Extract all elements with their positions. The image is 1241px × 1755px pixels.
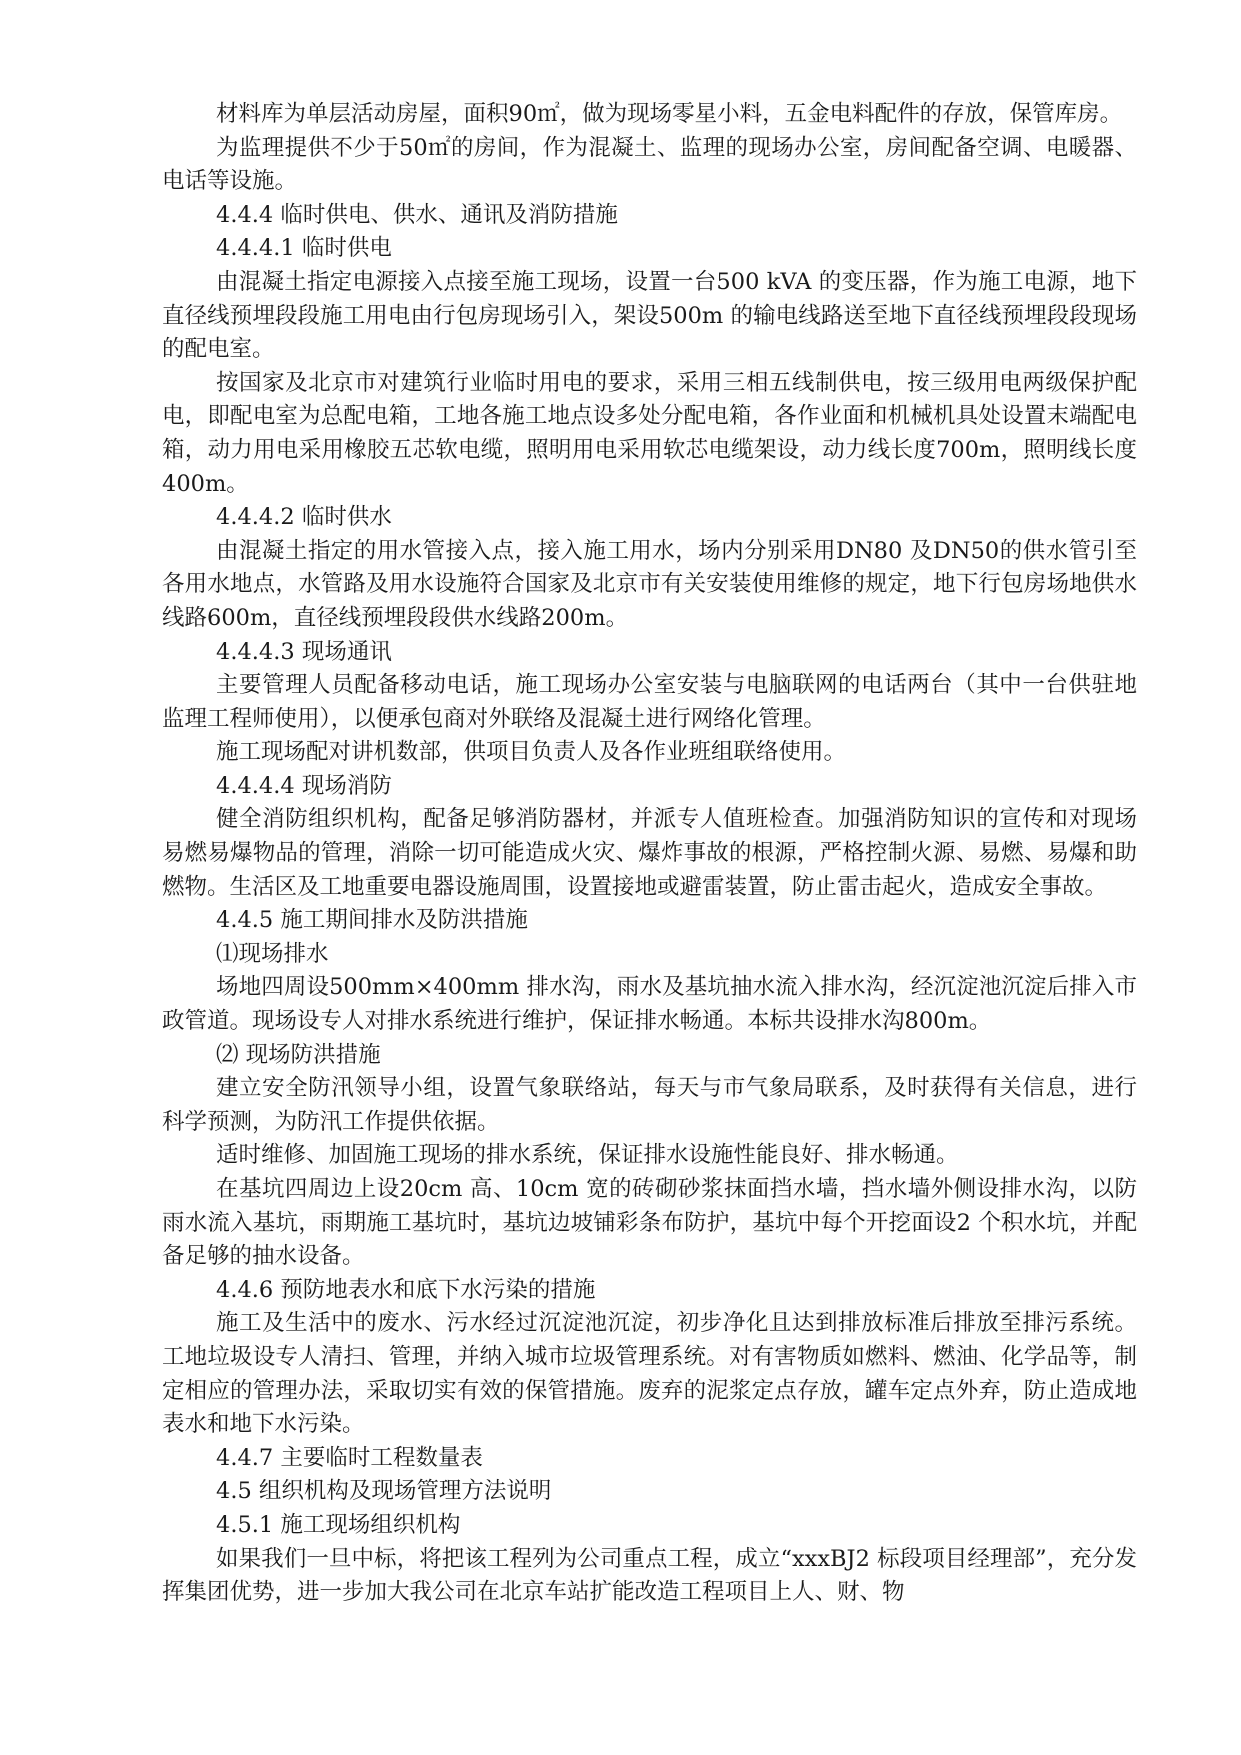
document-page xyxy=(162,98,1137,1610)
sub-heading: ⑵ 现场防洪措施 xyxy=(216,1041,381,1068)
paragraph: 适时维修、加固施工现场的排水系统，保证排水设施性能良好、排水畅通。 xyxy=(216,1142,959,1169)
section-heading: 4.4.4.4 现场消防 xyxy=(216,772,392,799)
section-heading: 4.4.5 施工期间排水及防洪措施 xyxy=(216,907,528,934)
paragraph: 健全消防组织机构，配备足够消防器材，并派专人值班检查。加强消防知识的宣传和对现场易燃易爆物品的管理，消除一切可能造成火灾、爆炸事故的根源，严格控制火源、易燃、易爆和助燃物。生活区及工地重要电器设施周围，设置接地或避雷装置，防止雷击起火，造成安全事故。 xyxy=(162,806,1137,900)
paragraph: 如果我们一旦中标，将把该工程列为公司重点工程，成立“xxxBJ2 标段项目经理部”，充分发挥集团优势，进一步加大我公司在北京车站扩能改造工程项目上人、财、物 xyxy=(162,1545,1137,1606)
paragraph: 材料库为单层活动房屋，面积90㎡，做为现场零星小料，五金电料配件的存放，保管库房。 xyxy=(216,101,1123,127)
section-heading: 4.4.4.1 临时供电 xyxy=(216,235,392,262)
section-heading: 4.4.4 临时供电、供水、通讯及消防措施 xyxy=(216,201,618,228)
paragraph: 按国家及北京市对建筑行业临时用电的要求，采用三相五线制供电，按三级用电两级保护配电，即配电室为总配电箱，工地各施工地点设多处分配电箱，各作业面和机械机具处设置末端配电箱，动力用电采用橡胶五芯软电缆，照明用电采用软芯电缆架设，动力线长度700m，照明线长度400m。 xyxy=(162,369,1137,497)
paragraph: 建立安全防汛领导小组，设置气象联络站，每天与市气象局联系，及时获得有关信息，进行科学预测，为防汛工作提供依据。 xyxy=(162,1075,1137,1135)
paragraph: 为监理提供不少于50㎡的房间，作为混凝土、监理的现场办公室，房间配备空调、电暖器、电话等设施。 xyxy=(162,134,1137,195)
paragraph: 在基坑四周边上设20cm 高、10cm 宽的砖砌砂浆抹面挡水墙，挡水墙外侧设排水沟，以防雨水流入基坑，雨期施工基坑时，基坑边坡铺彩条布防护，基坑中每个开挖面设2 个积水坑，并配备足够的抽水设备。 xyxy=(162,1176,1137,1270)
section-heading: 4.5 组织机构及现场管理方法说明 xyxy=(216,1478,552,1505)
paragraph: 由混凝土指定的用水管接入点，接入施工用水，场内分别采用DN80 及DN50的供水管引至各用水地点，水管路及用水设施符合国家及北京市有关安装使用维修的规定，地下行包房场地供水线路600m，直径线预埋段段供水线路200m。 xyxy=(162,537,1137,631)
sub-heading: ⑴现场排水 xyxy=(216,940,329,967)
paragraph: 由混凝土指定电源接入点接至施工现场，设置一台500 kVA 的变压器，作为施工电源，地下直径线预埋段段施工用电由行包房现场引入，架设500m 的输电线路送至地下直径线预埋段段现场的配电室。 xyxy=(162,268,1137,363)
paragraph: 施工现场配对讲机数部，供项目负责人及各作业班组联络使用。 xyxy=(216,739,847,766)
section-heading: 4.4.7 主要临时工程数量表 xyxy=(216,1444,483,1471)
section-heading: 4.5.1 施工现场组织机构 xyxy=(216,1511,461,1538)
section-heading: 4.4.4.3 现场通讯 xyxy=(216,638,392,665)
section-heading: 4.4.6 预防地表水和底下水污染的措施 xyxy=(216,1276,596,1303)
section-heading: 4.4.4.2 临时供水 xyxy=(216,504,392,531)
paragraph: 施工及生活中的废水、污水经过沉淀池沉淀，初步净化且达到排放标准后排放至排污系统。工地垃圾设专人清扫、管理，并纳入城市垃圾管理系统。对有害物质如燃料、燃油、化学品等，制定相应的管理办法，采取切实有效的保管措施。废弃的泥浆定点存放，罐车定点外弃，防止造成地表水和地下水污染。 xyxy=(162,1310,1137,1438)
paragraph: 主要管理人员配备移动电话，施工现场办公室安装与电脑联网的电话两台（其中一台供驻地监理工程师使用），以便承包商对外联络及混凝土进行网络化管理。 xyxy=(162,672,1137,732)
paragraph: 场地四周设500mm×400mm 排水沟，雨水及基坑抽水流入排水沟，经沉淀池沉淀后排入市政管道。现场设专人对排水系统进行维护，保证排水畅通。本标共设排水沟800m。 xyxy=(162,974,1137,1035)
